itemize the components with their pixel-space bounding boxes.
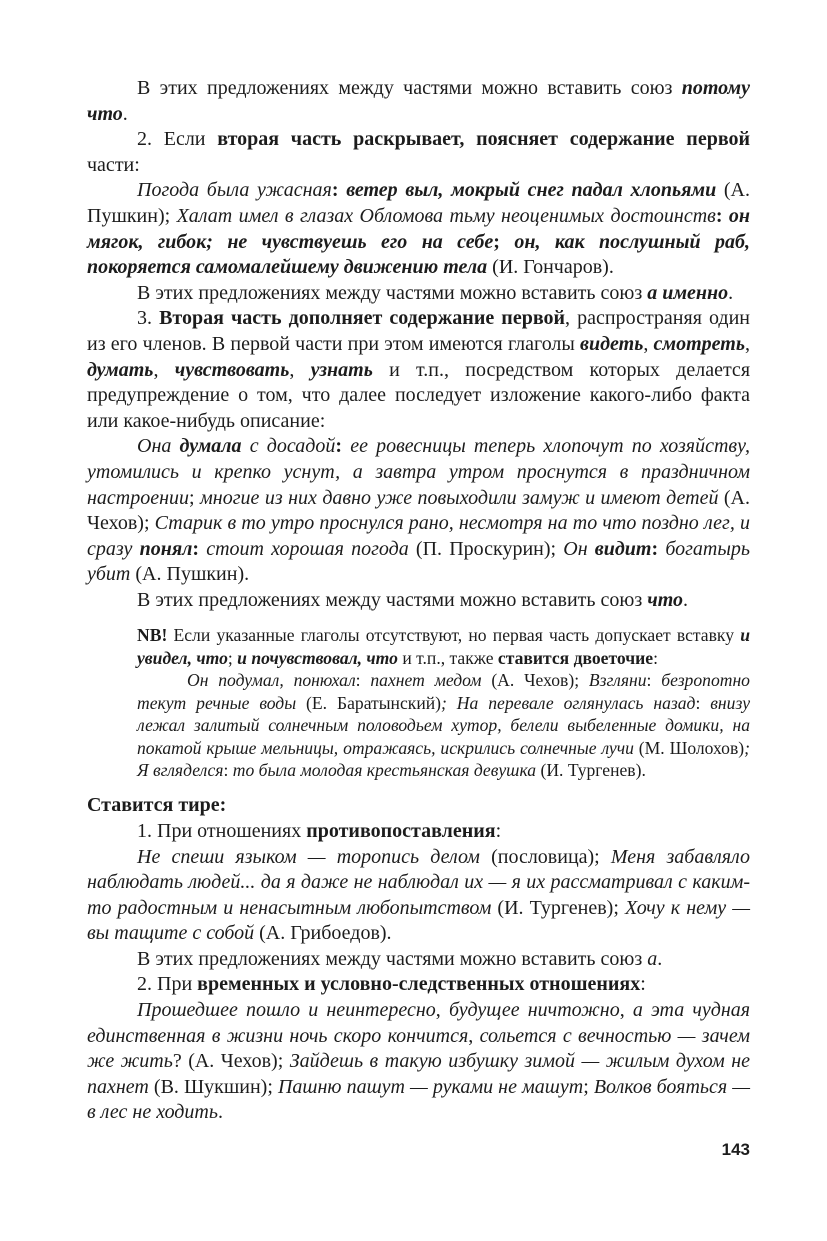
example-rule-3: Она думала с досадой: ее ровесницы теперь хлопочут по хозяйству, утомились и крепко уснут, а завтра утром проснутся в праздничном настроении; многие из них давно уже повыходили замуж и имеют детей (А. Чехов); Старик в то утро проснулся рано, несмотря на то что поздно лег, и сразу понял: стоит хорошая погода (П. Проскурин); Он видит: богатырь убит (А. Пушкин). [87, 435, 751, 586]
example-dash-1: Не спеши языком — торопись делом (пословица); Меня забавляло наблюдать людей... да я даже не наблюдал их — я их рассматривал с каким-то радостным и ненасытным любопытством (И. Тургенев); Хочу к нему — вы тащите с собой (А. Грибоедов). [87, 845, 751, 945]
nb-note-text: NB! Если указанные глаголы отсутствуют, но первая часть допускает вставку и увидел, что; и почувствовал, что и т.п., также ставится двоеточие: [137, 625, 750, 668]
nb-label: NB! [137, 625, 168, 646]
rule-dash-2-temporal: 2. При временных и условно-следственных отношениях: [137, 973, 646, 996]
section-heading-dash: Ставится тире: [87, 794, 227, 817]
rule-dash-1-opposition: 1. При отношениях противопоставления: [137, 819, 502, 842]
example-dash-2: Прошедшее пошло и неинтересно, будущее ничтожно, а эта чудная единственная в жизни ночь скоро кончится, сольется с вечностью — зачем же жить? (А. Чехов); Зайдешь в такую избушку зимой — жилым духом не пахнет (В. Шукшин); Пашню пашут — руками не машут; Волков бояться — в лес не ходить. [87, 999, 751, 1124]
rule-3-complement: 3. Вторая часть дополняет содержание первой, распространяя один из его членов. В первой части при этом имеются глаголы видеть, смотреть, думать, чувствовать, узнать и т.п., посредством которых делается предупреждение о том, что далее последует изложение какого-либо факта или какое-нибудь описание: [87, 307, 751, 432]
paragraph-conjunction-potomu-chto: В этих предложениях между частями можно вставить союз потому что. [87, 77, 750, 125]
example-rule-2: Погода была ужасная: ветер выл, мокрый снег падал хлопьями (А. Пушкин); Халат имел в глазах Обломова тьму неоценимых достоинств: он мягок, гибок; не чувствуешь его на себе; он, как послушный раб, покоряется самомалейшему движению тела (И. Гончаров). [87, 179, 751, 279]
paragraph-conjunction-chto: В этих предложениях между частями можно вставить союз что. [137, 588, 689, 611]
paragraph-conjunction-a: В этих предложениях между частями можно вставить союз а. [137, 947, 663, 970]
paragraph-conjunction-a-imenno: В этих предложениях между частями можно вставить союз а именно. [137, 281, 734, 304]
rule-2-explanation: 2. Если вторая часть раскрывает, поясняет содержание первой части: [87, 128, 751, 176]
page-number: 143 [721, 1140, 750, 1159]
nb-note [137, 624, 750, 781]
nb-note-examples: Он подумал, понюхал: пахнет медом (А. Чехов); Взгляни: безропотно текут речные воды (Е. Баратынский); На перевале оглянулась назад: внизу лежал залитый солнечным половодьем хутор, белели выбеленные домики, на покатой крыше мельницы, отражаясь, искрились солнечные лучи (М. Шолохов); Я вгляделся: то была молодая крестьянская девушка (И. Тургенев). [137, 670, 751, 780]
page-body [87, 76, 750, 1126]
